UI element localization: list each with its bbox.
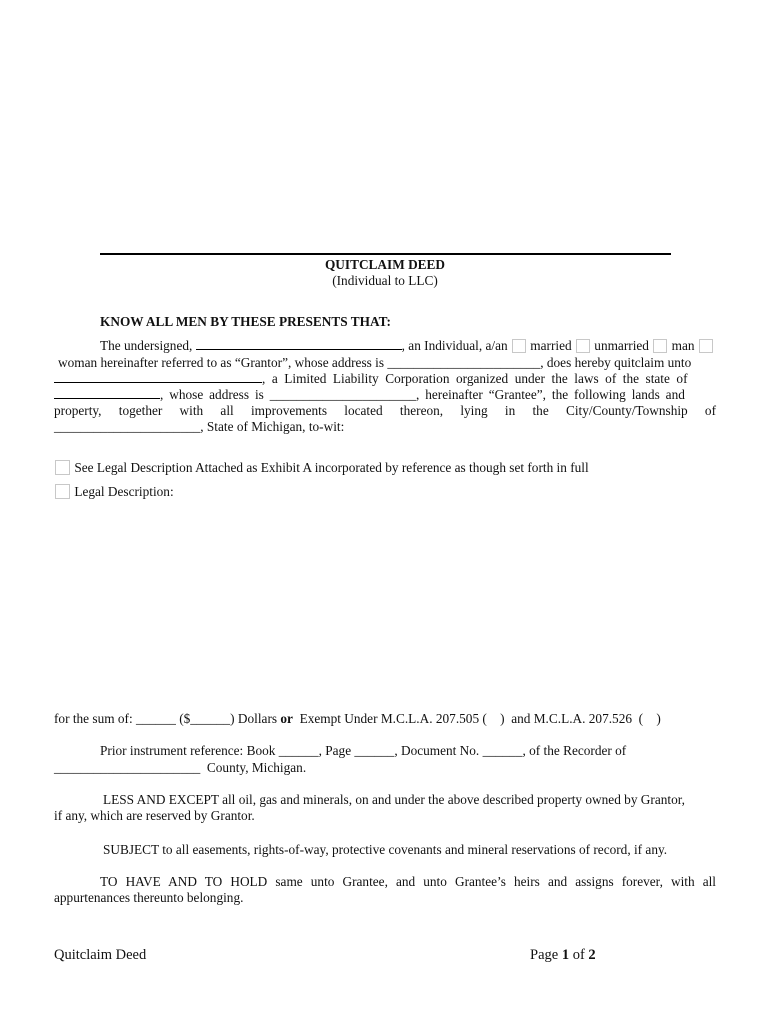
deed-title: QUITCLAIM DEED: [324, 257, 446, 272]
page-label: Page: [530, 947, 562, 963]
man-label: man: [671, 338, 695, 353]
subject-clause: SUBJECT to all easements, rights-of-way, protective covenants and mineral reservations of record, if any.: [103, 842, 668, 857]
state-line: ______________________, State of Michigan, to-wit:: [54, 419, 345, 434]
woman-line: woman hereinafter referred to as “Grantor”, whose address is _______________________, does hereby quitclaim unto: [58, 355, 692, 370]
legal-description-checkbox[interactable]: [55, 484, 70, 499]
grantee-address-line: [54, 387, 716, 403]
exhibit-option: [54, 460, 589, 476]
llc-line: [54, 371, 716, 387]
married-label: married: [530, 338, 572, 353]
grantee-name-field[interactable]: [54, 371, 262, 383]
less-except-line1: LESS AND EXCEPT all oil, gas and minerals, on and under the above described property owned by Grantor,: [103, 792, 685, 807]
sum-text: for the sum of: ______ ($______) Dollars: [54, 711, 281, 726]
grantee-state-field[interactable]: [54, 387, 160, 399]
grantee-text: , whose address is ______________________, hereinafter “Grantee”, the following lands and: [160, 387, 685, 402]
individual-text: , an Individual, a/an: [401, 338, 508, 353]
habendum-line2: appurtenances thereunto belonging.: [54, 890, 244, 905]
footer-page-number: [530, 947, 596, 964]
woman-checkbox[interactable]: [699, 339, 713, 353]
man-checkbox[interactable]: [653, 339, 667, 353]
married-checkbox[interactable]: [512, 339, 526, 353]
legal-description-label: Legal Description:: [74, 484, 174, 499]
habendum-line1: TO HAVE AND TO HOLD same unto Grantee, and unto Grantee’s heirs and assigns forever, with all: [100, 874, 716, 889]
exempt-text: Exempt Under M.C.L.A. 207.505 ( ) and M.C.L.A. 207.526 ( ): [292, 711, 661, 726]
prior-instrument-line2: ______________________ County, Michigan.: [54, 760, 307, 775]
llc-text: , a Limited Liability Corporation organized under the laws of the state of: [262, 371, 688, 386]
header-rule: [100, 253, 671, 255]
grantor-name-field[interactable]: [196, 338, 402, 350]
property-line: property, together with all improvements located thereon, lying in the City/County/Township of: [54, 403, 716, 418]
know-all-heading: KNOW ALL MEN BY THESE PRESENTS THAT:: [100, 314, 391, 329]
less-except-line2: if any, which are reserved by Grantor.: [54, 808, 255, 823]
page-current: 1: [561, 947, 570, 963]
prior-instrument-line1: Prior instrument reference: Book ______, Page ______, Document No. ______, of the Recorder of: [100, 743, 627, 758]
deed-subtitle: (Individual to LLC): [332, 273, 438, 288]
description-option: [54, 484, 174, 500]
footer-doc-name: Quitclaim Deed: [54, 947, 147, 963]
page-of: of: [569, 947, 589, 963]
unmarried-checkbox[interactable]: [576, 339, 590, 353]
undersigned-text: The undersigned,: [100, 338, 193, 353]
exhibit-label: See Legal Description Attached as Exhibit A incorporated by reference as though set forth in full: [74, 460, 589, 475]
unmarried-label: unmarried: [594, 338, 649, 353]
exhibit-checkbox[interactable]: [55, 460, 70, 475]
consideration-line: [54, 711, 661, 727]
page-total: 2: [588, 947, 596, 963]
grantor-line: [100, 338, 714, 354]
or-text: or: [280, 711, 293, 726]
